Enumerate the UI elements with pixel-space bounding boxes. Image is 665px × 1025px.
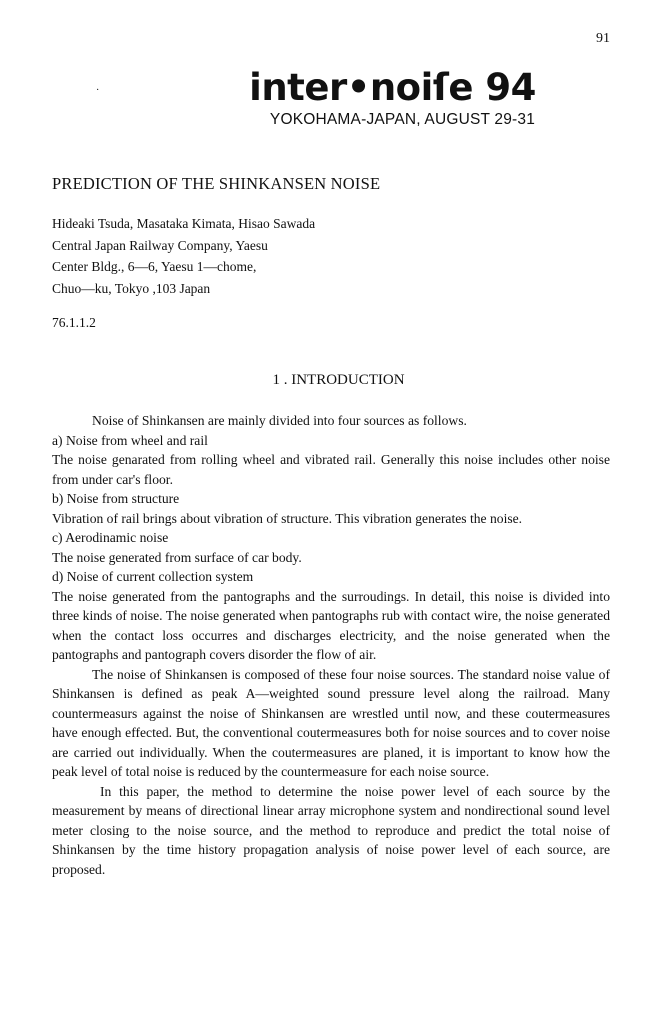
body-text (52, 411, 610, 879)
list-item-heading: c) Aerodinamic noise (52, 530, 169, 545)
classification-code: 76.1.1.2 (52, 315, 96, 330)
logo-subtitle: YOKOHAMA-JAPAN, AUGUST 29-31 (269, 111, 536, 128)
author-block (52, 213, 315, 299)
address-line: Chuo—ku, Tokyo ,103 Japan (52, 280, 211, 296)
list-item-heading: d) Noise of current collection system (52, 569, 254, 584)
paragraph: The noise generated from surface of car body. (52, 549, 302, 565)
author-names: Hideaki Tsuda, Masataka Kimata, Hisao Sawada (52, 216, 316, 231)
paragraph: In this paper, the method to determine the noise power level of each source by the measurement by means of directional linear array microphone system and nondirectional sound level meter closing to the noise source, and the method to reproduce and predict the total noise of Shinkansen by the time history propagation analysis of noise power level of each source, are proposed. (52, 783, 610, 877)
list-item-heading: a) Noise from wheel and rail (52, 432, 208, 448)
logo-title: inter•noiſe 94 (249, 66, 536, 109)
paragraph: Vibration of rail brings about vibration of structure. This vibration generates the noise. (52, 510, 523, 526)
paragraph: The noise genarated from rolling wheel and vibrated rail. Generally this noise includes other noise from under car's floor. (52, 452, 610, 487)
conference-logo (0, 68, 665, 129)
paragraph: Noise of Shinkansen are mainly divided into four sources as follows. (92, 413, 467, 428)
stray-dot: · (96, 85, 100, 96)
address-line: Center Bldg., 6—6, Yaesu 1—chome, (52, 259, 257, 274)
section-heading: 1 . INTRODUCTION (272, 372, 405, 388)
paragraph: The noise generated from the pantographs and the surroudings. In detail, this noise is divided into three kinds of noise. The noise generated when pantographs rub with contact wire, the noise generated when the contact loss occurres and discharges electricity, and the noise generated when the pantographs and pantograph covers disorder the flow of air. (52, 588, 610, 662)
paper-title: PREDICTION OF THE SHINKANSEN NOISE (52, 174, 381, 193)
affiliation-line: Central Japan Railway Company, Yaesu (52, 237, 268, 253)
list-item-heading: b) Noise from structure (52, 491, 180, 506)
paragraph: The noise of Shinkansen is composed of these four noise sources. The standard noise value of Shinkansen is defined as peak A—weighted sound pressure level along the railroad. Many countermeasurs against the noise of Shinkansen are wrestled until now, and these coutermeasures have enough effected. But, the conventional coutermeasures both for noise sources and to cover noise are carried out individually. When the coutermeasures are planed, it is important to know how the peak level of total noise is reduced by the countermeasure for each noise source. (52, 666, 610, 779)
page-number: 91 (596, 31, 610, 46)
